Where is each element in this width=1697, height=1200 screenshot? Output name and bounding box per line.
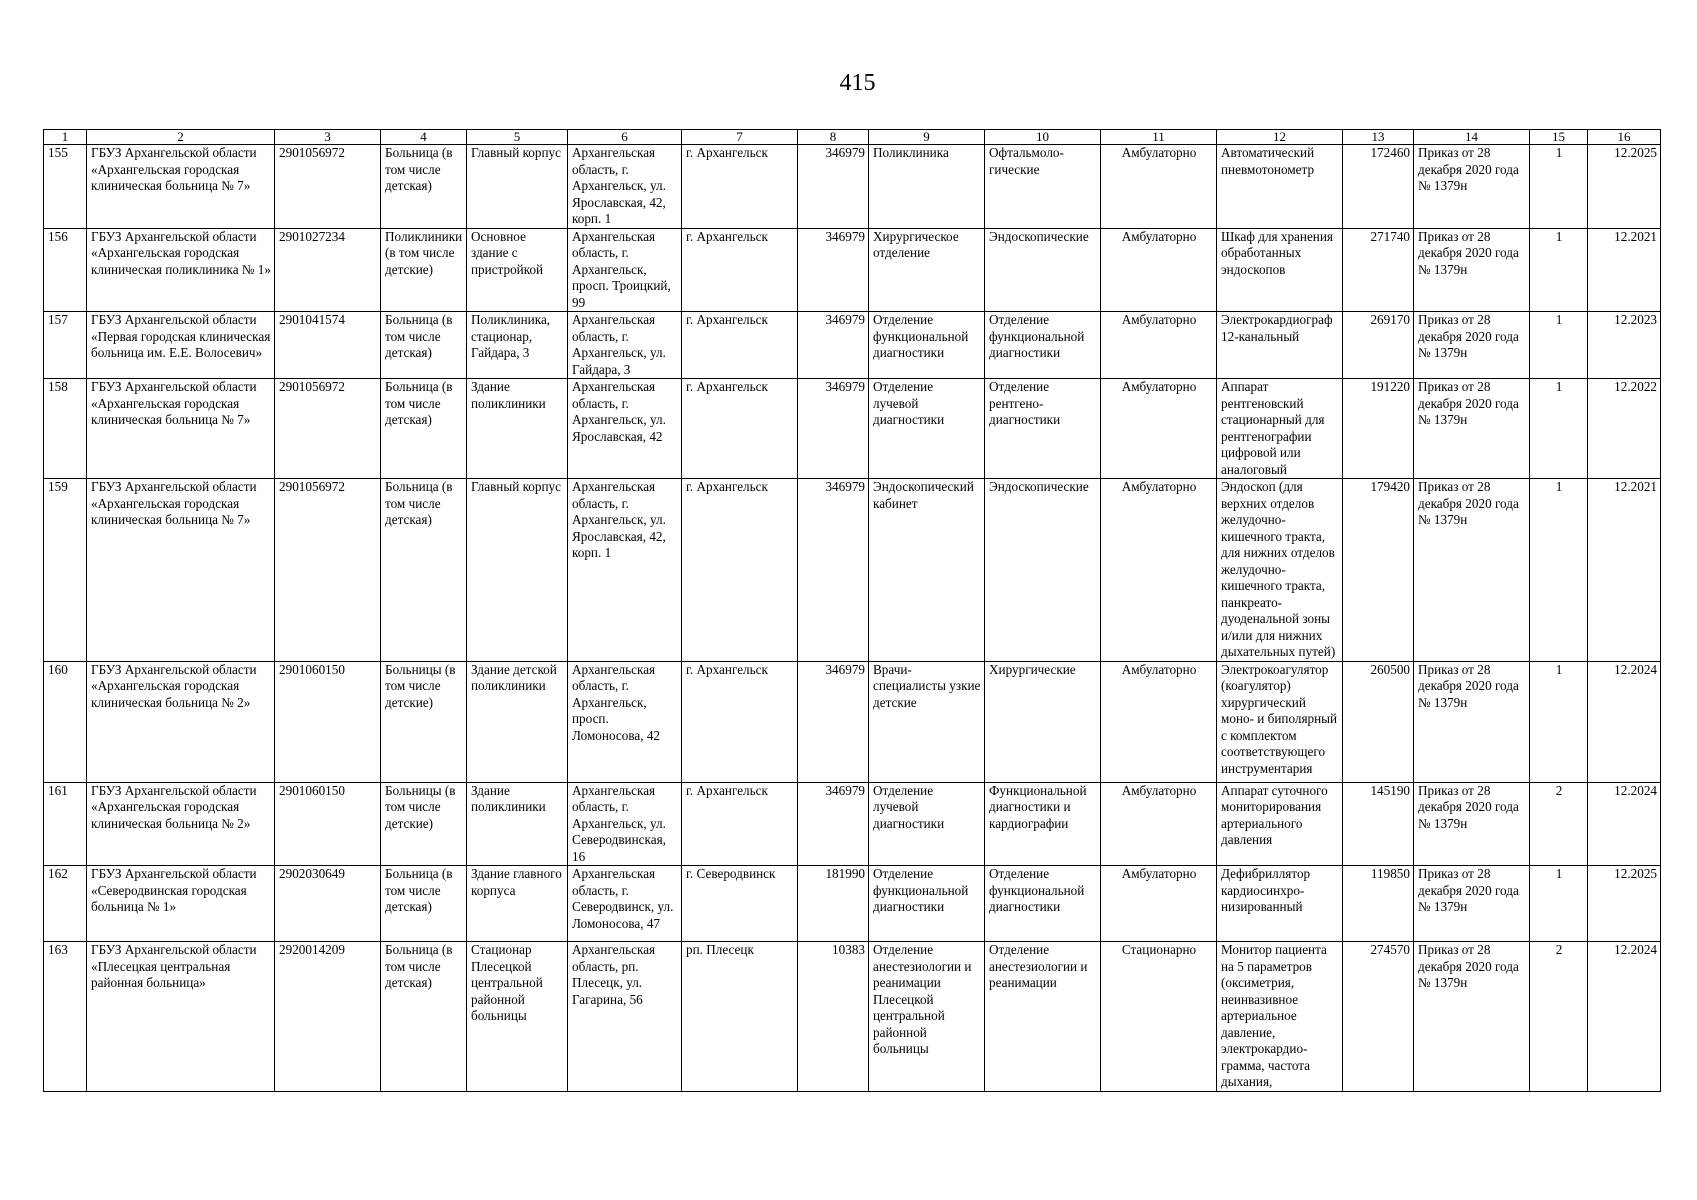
price-cell: 179420 — [1343, 479, 1414, 662]
equipment-cell: Дефибриллятор кардиосинхро-низированный — [1217, 866, 1343, 942]
date-cell: 12.2025 — [1588, 145, 1661, 229]
facility-type: Больница (в том числе детская) — [381, 479, 467, 662]
column-header: 13 — [1343, 130, 1414, 145]
date-cell: 12.2024 — [1588, 661, 1661, 782]
facility-type: Больница (в том числе детская) — [381, 145, 467, 229]
table-row — [44, 866, 1661, 942]
column-header: 3 — [275, 130, 381, 145]
column-header: 9 — [869, 130, 985, 145]
care-condition-cell: Амбулаторно — [1101, 145, 1217, 229]
table-row — [44, 228, 1661, 312]
order-cell: Приказ от 28 декабря 2020 года № 1379н — [1414, 661, 1530, 782]
table-row — [44, 479, 1661, 662]
row-number: 163 — [44, 942, 87, 1092]
table-row — [44, 312, 1661, 379]
equipment-cell: Автоматический пневмотонометр — [1217, 145, 1343, 229]
population-cell: 346979 — [798, 379, 869, 479]
equipment-cell: Шкаф для хранения обработанных эндоскопов — [1217, 228, 1343, 312]
price-cell: 191220 — [1343, 379, 1414, 479]
profile-cell: Отделение функциональной диагностики — [985, 866, 1101, 942]
building-name: Основное здание с пристройкой — [467, 228, 568, 312]
table-body — [44, 145, 1661, 1092]
inn-cell: 2901060150 — [275, 782, 381, 866]
care-condition-cell: Стационарно — [1101, 942, 1217, 1092]
profile-cell: Офтальмоло-гические — [985, 145, 1101, 229]
table-row — [44, 942, 1661, 1092]
order-cell: Приказ от 28 декабря 2020 года № 1379н — [1414, 782, 1530, 866]
inn-cell: 2901056972 — [275, 479, 381, 662]
equipment-cell: Электрокардиограф 12-канальный — [1217, 312, 1343, 379]
column-header: 14 — [1414, 130, 1530, 145]
quantity-cell: 1 — [1530, 866, 1588, 942]
order-cell: Приказ от 28 декабря 2020 года № 1379н — [1414, 866, 1530, 942]
column-header: 1 — [44, 130, 87, 145]
table-row — [44, 145, 1661, 229]
inn-cell: 2901060150 — [275, 661, 381, 782]
quantity-cell: 1 — [1530, 661, 1588, 782]
organization-name: ГБУЗ Архангельской области «Архангельская городская клиническая больница № 2» — [87, 661, 275, 782]
facility-type: Больница (в том числе детская) — [381, 312, 467, 379]
column-header: 15 — [1530, 130, 1588, 145]
address-cell: Архангельская область, г. Архангельск, просп. Троицкий, 99 — [568, 228, 682, 312]
locality-cell: г. Архангельск — [682, 782, 798, 866]
organization-name: ГБУЗ Архангельской области «Архангельская городская клиническая поликлиника № 1» — [87, 228, 275, 312]
care-condition-cell: Амбулаторно — [1101, 866, 1217, 942]
locality-cell: г. Архангельск — [682, 479, 798, 662]
department-cell: Отделение функциональной диагностики — [869, 312, 985, 379]
column-header: 12 — [1217, 130, 1343, 145]
column-header: 10 — [985, 130, 1101, 145]
date-cell: 12.2024 — [1588, 782, 1661, 866]
inn-cell: 2901056972 — [275, 379, 381, 479]
column-header: 2 — [87, 130, 275, 145]
inn-cell: 2901041574 — [275, 312, 381, 379]
price-cell: 269170 — [1343, 312, 1414, 379]
facility-type: Больницы (в том числе детские) — [381, 661, 467, 782]
building-name: Поликлиника, стационар, Гайдара, 3 — [467, 312, 568, 379]
population-cell: 346979 — [798, 661, 869, 782]
facility-type: Больница (в том числе детская) — [381, 866, 467, 942]
organization-name: ГБУЗ Архангельской области «Плесецкая центральная районная больница» — [87, 942, 275, 1092]
population-cell: 346979 — [798, 782, 869, 866]
profile-cell: Эндоскопические — [985, 228, 1101, 312]
column-number-row — [44, 130, 1661, 145]
quantity-cell: 1 — [1530, 145, 1588, 229]
organization-name: ГБУЗ Архангельской области «Архангельская городская клиническая больница № 7» — [87, 479, 275, 662]
quantity-cell: 1 — [1530, 379, 1588, 479]
order-cell: Приказ от 28 декабря 2020 года № 1379н — [1414, 942, 1530, 1092]
profile-cell: Эндоскопические — [985, 479, 1101, 662]
table-row — [44, 661, 1661, 782]
population-cell: 346979 — [798, 228, 869, 312]
facility-type: Больницы (в том числе детские) — [381, 782, 467, 866]
department-cell: Отделение лучевой диагностики — [869, 782, 985, 866]
department-cell: Врачи-специалисты узкие детские — [869, 661, 985, 782]
care-condition-cell: Амбулаторно — [1101, 661, 1217, 782]
equipment-cell: Эндоскоп (для верхних отделов желудочно-кишечного тракта, для нижних отделов желудочно-кишечного тракта, панкреато-дуоденальной зоны и/или для нижних дыхательных путей) — [1217, 479, 1343, 662]
address-cell: Архангельская область, рп. Плесецк, ул. Гагарина, 56 — [568, 942, 682, 1092]
care-condition-cell: Амбулаторно — [1101, 782, 1217, 866]
care-condition-cell: Амбулаторно — [1101, 479, 1217, 662]
quantity-cell: 1 — [1530, 479, 1588, 662]
row-number: 156 — [44, 228, 87, 312]
care-condition-cell: Амбулаторно — [1101, 228, 1217, 312]
facility-type: Поликлиники (в том числе детские) — [381, 228, 467, 312]
column-header: 7 — [682, 130, 798, 145]
building-name: Здание поликлиники — [467, 379, 568, 479]
equipment-cell: Аппарат рентгеновский стационарный для рентгенографии цифровой или аналоговый — [1217, 379, 1343, 479]
order-cell: Приказ от 28 декабря 2020 года № 1379н — [1414, 312, 1530, 379]
department-cell: Отделение функциональной диагностики — [869, 866, 985, 942]
column-header: 8 — [798, 130, 869, 145]
department-cell: Отделение анестезиологии и реанимации Плесецкой центральной районной больницы — [869, 942, 985, 1092]
order-cell: Приказ от 28 декабря 2020 года № 1379н — [1414, 228, 1530, 312]
building-name: Главный корпус — [467, 145, 568, 229]
population-cell: 346979 — [798, 145, 869, 229]
address-cell: Архангельская область, г. Архангельск, ул. Ярославская, 42 — [568, 379, 682, 479]
locality-cell: г. Северодвинск — [682, 866, 798, 942]
department-cell: Эндоскопический кабинет — [869, 479, 985, 662]
equipment-cell: Аппарат суточного мониторирования артериального давления — [1217, 782, 1343, 866]
column-header: 5 — [467, 130, 568, 145]
organization-name: ГБУЗ Архангельской области «Первая городская клиническая больница им. Е.Е. Волосевич» — [87, 312, 275, 379]
building-name: Здание поликлиники — [467, 782, 568, 866]
care-condition-cell: Амбулаторно — [1101, 312, 1217, 379]
facility-type: Больница (в том числе детская) — [381, 942, 467, 1092]
order-cell: Приказ от 28 декабря 2020 года № 1379н — [1414, 479, 1530, 662]
row-number: 155 — [44, 145, 87, 229]
column-header: 11 — [1101, 130, 1217, 145]
date-cell: 12.2022 — [1588, 379, 1661, 479]
row-number: 161 — [44, 782, 87, 866]
organization-name: ГБУЗ Архангельской области «Архангельская городская клиническая больница № 7» — [87, 145, 275, 229]
price-cell: 274570 — [1343, 942, 1414, 1092]
date-cell: 12.2021 — [1588, 479, 1661, 662]
population-cell: 181990 — [798, 866, 869, 942]
address-cell: Архангельская область, г. Северодвинск, ул. Ломоносова, 47 — [568, 866, 682, 942]
date-cell: 12.2023 — [1588, 312, 1661, 379]
quantity-cell: 2 — [1530, 942, 1588, 1092]
row-number: 158 — [44, 379, 87, 479]
inn-cell: 2901056972 — [275, 145, 381, 229]
table-row — [44, 379, 1661, 479]
row-number: 159 — [44, 479, 87, 662]
address-cell: Архангельская область, г. Архангельск, ул. Ярославская, 42, корп. 1 — [568, 479, 682, 662]
profile-cell: Хирургические — [985, 661, 1101, 782]
price-cell: 260500 — [1343, 661, 1414, 782]
quantity-cell: 2 — [1530, 782, 1588, 866]
inn-cell: 2901027234 — [275, 228, 381, 312]
profile-cell: Отделение функциональной диагностики — [985, 312, 1101, 379]
population-cell: 10383 — [798, 942, 869, 1092]
department-cell: Отделение лучевой диагностики — [869, 379, 985, 479]
building-name: Здание детской поликлиники — [467, 661, 568, 782]
address-cell: Архангельская область, г. Архангельск, просп. Ломоносова, 42 — [568, 661, 682, 782]
price-cell: 172460 — [1343, 145, 1414, 229]
row-number: 157 — [44, 312, 87, 379]
equipment-registry-table — [43, 129, 1661, 1092]
column-header: 6 — [568, 130, 682, 145]
profile-cell: Отделение рентгено-диагностики — [985, 379, 1101, 479]
locality-cell: г. Архангельск — [682, 228, 798, 312]
row-number: 162 — [44, 866, 87, 942]
column-header: 16 — [1588, 130, 1661, 145]
quantity-cell: 1 — [1530, 228, 1588, 312]
address-cell: Архангельская область, г. Архангельск, ул. Северодвинская, 16 — [568, 782, 682, 866]
profile-cell: Отделение анестезиологии и реанимации — [985, 942, 1101, 1092]
order-cell: Приказ от 28 декабря 2020 года № 1379н — [1414, 145, 1530, 229]
department-cell: Поликлиника — [869, 145, 985, 229]
organization-name: ГБУЗ Архангельской области «Северодвинская городская больница № 1» — [87, 866, 275, 942]
building-name: Главный корпус — [467, 479, 568, 662]
date-cell: 12.2024 — [1588, 942, 1661, 1092]
price-cell: 145190 — [1343, 782, 1414, 866]
price-cell: 119850 — [1343, 866, 1414, 942]
inn-cell: 2902030649 — [275, 866, 381, 942]
organization-name: ГБУЗ Архангельской области «Архангельская городская клиническая больница № 2» — [87, 782, 275, 866]
locality-cell: рп. Плесецк — [682, 942, 798, 1092]
address-cell: Архангельская область, г. Архангельск, ул. Ярославская, 42, корп. 1 — [568, 145, 682, 229]
column-header: 4 — [381, 130, 467, 145]
date-cell: 12.2021 — [1588, 228, 1661, 312]
population-cell: 346979 — [798, 312, 869, 379]
facility-type: Больница (в том числе детская) — [381, 379, 467, 479]
organization-name: ГБУЗ Архангельской области «Архангельская городская клиническая больница № 7» — [87, 379, 275, 479]
equipment-cell: Монитор пациента на 5 параметров (оксиметрия, неинвазивное артериальное давление, электрокардио-грамма, частота дыхания, — [1217, 942, 1343, 1092]
date-cell: 12.2025 — [1588, 866, 1661, 942]
table-row — [44, 782, 1661, 866]
building-name: Здание главного корпуса — [467, 866, 568, 942]
building-name: Стационар Плесецкой центральной районной больницы — [467, 942, 568, 1092]
profile-cell: Функциональной диагностики и кардиографии — [985, 782, 1101, 866]
population-cell: 346979 — [798, 479, 869, 662]
price-cell: 271740 — [1343, 228, 1414, 312]
care-condition-cell: Амбулаторно — [1101, 379, 1217, 479]
department-cell: Хирургическое отделение — [869, 228, 985, 312]
inn-cell: 2920014209 — [275, 942, 381, 1092]
address-cell: Архангельская область, г. Архангельск, ул. Гайдара, 3 — [568, 312, 682, 379]
locality-cell: г. Архангельск — [682, 145, 798, 229]
equipment-cell: Электрокоагулятор (коагулятор) хирургический моно- и биполярный с комплектом соответствующего инструментария — [1217, 661, 1343, 782]
locality-cell: г. Архангельск — [682, 661, 798, 782]
locality-cell: г. Архангельск — [682, 379, 798, 479]
row-number: 160 — [44, 661, 87, 782]
quantity-cell: 1 — [1530, 312, 1588, 379]
locality-cell: г. Архангельск — [682, 312, 798, 379]
order-cell: Приказ от 28 декабря 2020 года № 1379н — [1414, 379, 1530, 479]
page-number: 415 — [839, 70, 876, 96]
